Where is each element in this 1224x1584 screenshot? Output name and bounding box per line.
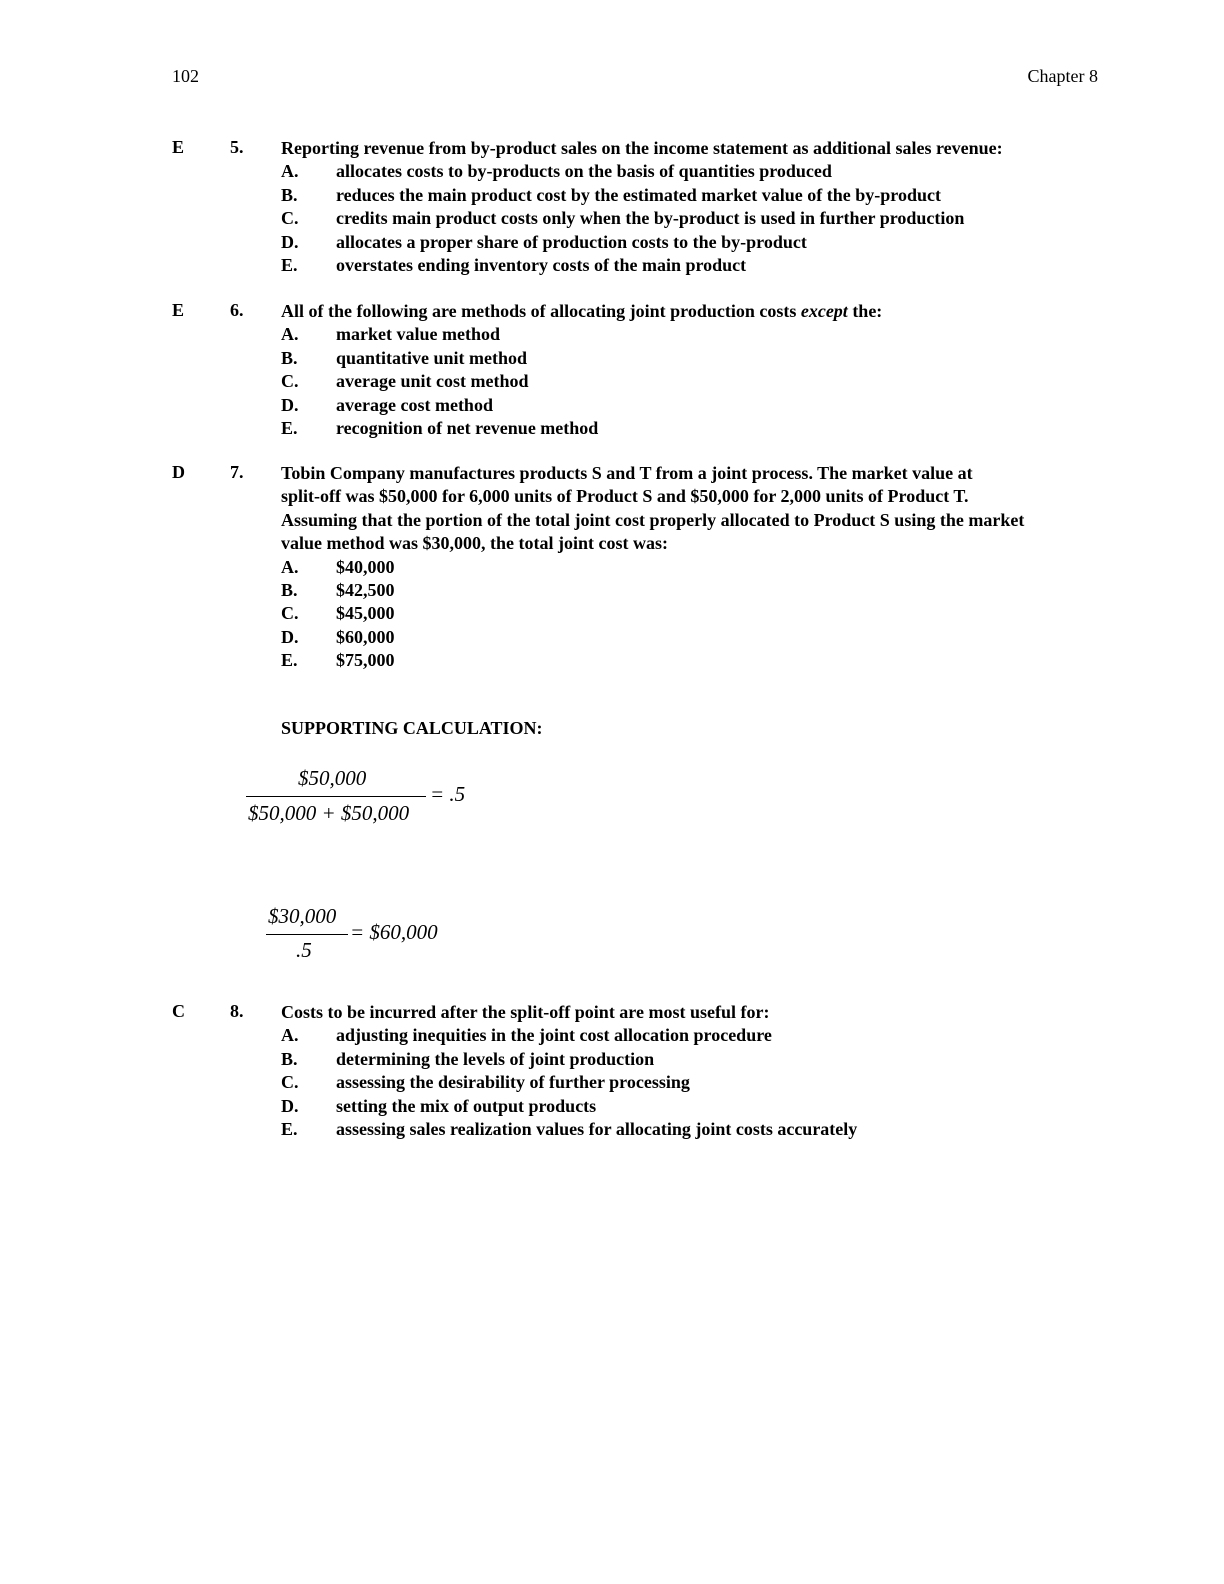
option-a (281, 323, 1101, 346)
answer-key: E (172, 300, 185, 320)
option-c (281, 602, 1101, 625)
option-letter: D. (281, 1095, 299, 1116)
option-letter: C. (281, 371, 299, 392)
option-text: average cost method (336, 394, 493, 415)
option-list (281, 556, 1101, 673)
option-text: allocates costs to by-products on the basis of quantities produced (336, 161, 832, 182)
question-stem (281, 300, 1101, 323)
fraction-1-denominator: $50,000 + $50,000 (248, 801, 410, 825)
fraction-1-result: = .5 (430, 782, 466, 806)
fraction-2-bar (266, 934, 348, 935)
stem-text-after: the: (847, 301, 883, 321)
question-number: 8. (230, 1001, 244, 1021)
stem-line: value method was $30,000, the total joint cost was: (281, 533, 668, 554)
option-text: $45,000 (336, 603, 395, 624)
option-b (281, 579, 1101, 602)
option-letter: E. (281, 1118, 298, 1139)
option-letter: C. (281, 1072, 299, 1093)
option-text: adjusting inequities in the joint cost allocation procedure (336, 1025, 772, 1046)
stem-text: Costs to be incurred after the split-off point are most useful for: (281, 1002, 770, 1022)
option-a (281, 1024, 1101, 1047)
question-stem (281, 462, 1101, 556)
option-c (281, 370, 1101, 393)
question-number: 6. (230, 300, 244, 320)
stem-text (281, 300, 1101, 323)
fraction-2-denominator: .5 (296, 938, 312, 962)
stem-line: Assuming that the portion of the total joint cost properly allocated to Product S using the market (281, 509, 1025, 530)
question-stem (281, 137, 1101, 160)
option-b (281, 184, 1101, 207)
option-letter: D. (281, 231, 299, 252)
option-letter: D. (281, 394, 299, 415)
fraction-1-numerator: $50,000 (298, 766, 367, 790)
option-c (281, 1071, 1101, 1094)
option-letter: C. (281, 208, 299, 229)
option-text: recognition of net revenue method (336, 417, 599, 438)
option-list (281, 160, 1101, 277)
option-text: determining the levels of joint production (336, 1048, 655, 1069)
option-letter: A. (281, 1025, 299, 1046)
fraction-2-result: = $60,000 (350, 920, 438, 944)
option-list (281, 1024, 1101, 1141)
option-text: $42,500 (336, 579, 395, 600)
option-text: reduces the main product cost by the estimated market value of the by-product (336, 184, 941, 205)
stem-text: Reporting revenue from by-product sales on the income statement as additional sales revenue: (281, 138, 1003, 158)
option-text: allocates a proper share of production costs to the by-product (336, 231, 807, 252)
option-letter: B. (281, 1048, 298, 1069)
option-letter: A. (281, 324, 299, 345)
option-text: quantitative unit method (336, 347, 528, 368)
option-list (281, 323, 1101, 440)
option-text: assessing the desirability of further processing (336, 1072, 690, 1093)
stem-line: split-off was $50,000 for 6,000 units of Product S and $50,000 for 2,000 units of Product T. (281, 486, 969, 507)
option-a (281, 556, 1101, 579)
option-letter: B. (281, 347, 298, 368)
option-e (281, 1118, 1101, 1141)
option-e (281, 649, 1101, 672)
option-text: setting the mix of output products (336, 1095, 597, 1116)
answer-key: D (172, 462, 185, 482)
option-text: average unit cost method (336, 371, 529, 392)
chapter-label: Chapter 8 (1027, 66, 1098, 86)
option-text: overstates ending inventory costs of the main product (336, 254, 747, 275)
option-letter: E. (281, 417, 298, 438)
question-number: 5. (230, 137, 244, 157)
option-text: market value method (336, 324, 500, 345)
option-e (281, 254, 1101, 277)
stem-line: Tobin Company manufactures products S and T from a joint process. The market value at (281, 463, 973, 483)
page-number: 102 (172, 66, 199, 86)
option-b (281, 1048, 1101, 1071)
option-text: $75,000 (336, 650, 395, 671)
option-letter: E. (281, 650, 298, 671)
option-text: credits main product costs only when the by-product is used in further production (336, 208, 965, 229)
option-c (281, 207, 1101, 230)
option-letter: A. (281, 161, 299, 182)
option-d (281, 1095, 1101, 1118)
stem-text-before: All of the following are methods of allocating joint production costs (281, 301, 801, 321)
option-e (281, 417, 1101, 440)
option-letter: E. (281, 254, 298, 275)
option-letter: C. (281, 603, 299, 624)
fraction-2-numerator: $30,000 (268, 904, 337, 928)
option-letter: B. (281, 579, 298, 600)
supporting-calculation-title: SUPPORTING CALCULATION: (281, 718, 543, 738)
option-d (281, 231, 1101, 254)
question-number: 7. (230, 462, 244, 482)
option-text: $60,000 (336, 626, 395, 647)
option-text: assessing sales realization values for allocating joint costs accurately (336, 1118, 858, 1139)
option-letter: B. (281, 184, 298, 205)
option-letter: A. (281, 556, 299, 577)
answer-key: C (172, 1001, 185, 1021)
fraction-1-bar (246, 796, 426, 797)
option-a (281, 160, 1101, 183)
stem-emphasis: except (800, 301, 848, 321)
answer-key: E (172, 137, 185, 157)
option-d (281, 394, 1101, 417)
option-letter: D. (281, 626, 299, 647)
option-text: $40,000 (336, 556, 395, 577)
question-stem (281, 1001, 1101, 1024)
option-d (281, 626, 1101, 649)
option-b (281, 347, 1101, 370)
